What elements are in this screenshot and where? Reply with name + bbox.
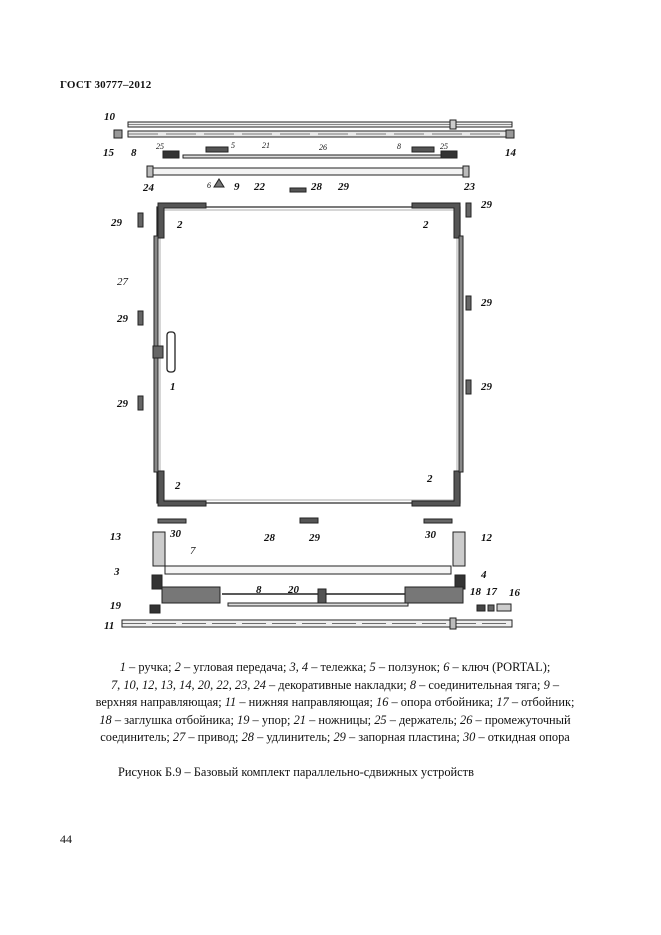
callout-15: 15 [103, 147, 114, 159]
callout-8: 8 [131, 147, 137, 159]
legend-number: 6 [443, 660, 450, 674]
callout-25b: 25 [440, 142, 448, 151]
legend-text: , [247, 677, 254, 692]
callout-12: 12 [481, 532, 492, 544]
legend-text: верхняя направляющая; [95, 695, 225, 710]
callout-30b: 30 [425, 529, 436, 541]
legend-text: – заглушка отбойника; [111, 712, 238, 727]
legend-number: 2 [174, 660, 181, 674]
callout-29: 29 [338, 181, 349, 193]
callout-5: 5 [231, 141, 235, 150]
legend-text: , [295, 660, 302, 674]
legend-number: 22 [216, 677, 229, 692]
legend-text: – привод; [185, 730, 242, 745]
legend-number: 3 [289, 660, 296, 674]
callout-2b: 2 [423, 219, 429, 231]
callout-22: 22 [254, 181, 265, 193]
legend-text: соединитель; [100, 730, 173, 745]
legend-text: , [172, 677, 180, 692]
callout-24: 24 [143, 182, 154, 194]
diagram-drawing [114, 120, 514, 629]
legend-number: 21 [293, 712, 306, 727]
callout-29b: 29 [481, 199, 492, 211]
callout-27: 27 [117, 276, 128, 288]
callout-16: 16 [509, 587, 520, 599]
legend-number: 11 [224, 695, 237, 710]
legend-text: – упор; [249, 712, 294, 727]
legend-text: – ползунок; [375, 660, 444, 674]
legend-number: 8 [409, 677, 417, 692]
callout-3: 3 [114, 566, 120, 578]
legend-number: 14 [179, 677, 192, 692]
callout-26: 26 [319, 143, 327, 152]
callout-4: 4 [481, 569, 487, 581]
callout-19: 19 [110, 600, 121, 612]
callout-18: 18 [470, 586, 481, 598]
legend-text: , [191, 677, 198, 692]
legend-text: – нижняя направляющая; [236, 695, 377, 710]
legend-number: 9 [543, 677, 550, 692]
callout-2c: 2 [427, 473, 433, 485]
callout-9: 9 [234, 181, 240, 193]
legend-text: – ножницы; [305, 712, 375, 727]
callout-6: 6 [207, 181, 211, 190]
legend-number: 19 [237, 712, 250, 727]
legend-text: – угловая передача; [180, 660, 290, 674]
legend-number: 18 [99, 712, 112, 727]
callout-11: 11 [104, 620, 115, 632]
legend-number: 1 [119, 660, 126, 674]
callout-7: 7 [190, 545, 196, 557]
legend-text: – соединительная тяга; [416, 677, 544, 692]
figure-caption: Рисунок Б.9 – Базовый комплект параллельно-сдвижных устройств [118, 765, 474, 779]
legend-text: – промежуточный [472, 712, 571, 727]
legend-text: – держатель; [386, 712, 461, 727]
page-number: 44 [60, 832, 72, 846]
legend-text: – [549, 677, 560, 692]
legend-text: – опора отбойника; [388, 695, 497, 710]
legend-number: 30 [462, 730, 476, 745]
legend-text: – удлинитель; [253, 730, 334, 745]
legend-number: 17 [496, 695, 509, 710]
legend-text: – отбойник; [508, 695, 575, 710]
legend-number: 27 [172, 730, 186, 745]
legend-number: 20 [197, 677, 211, 692]
legend-text: , [154, 677, 161, 692]
callout-29f: 29 [481, 381, 492, 393]
legend-number: 16 [376, 695, 389, 710]
callout-29c: 29 [111, 217, 122, 229]
callout-23: 23 [464, 181, 475, 193]
legend-number: 23 [234, 677, 248, 692]
callout-14: 14 [505, 147, 516, 159]
legend-text: – запорная пластина; [345, 730, 463, 745]
callout-17: 17 [486, 586, 497, 598]
callout-20: 20 [288, 584, 299, 596]
legend-number: 25 [374, 712, 387, 727]
legend-text: – ручка; [125, 660, 175, 674]
callout-30: 30 [170, 528, 181, 540]
legend-text: – откидная опора [475, 730, 570, 745]
legend-text: , [117, 677, 124, 692]
legend-number: 26 [460, 712, 473, 727]
callout-2a: 2 [177, 219, 183, 231]
legend-number: 29 [333, 730, 346, 745]
legend-text: – тележка; [308, 660, 370, 674]
callout-8c: 8 [256, 584, 262, 596]
legend-number: 7 [110, 677, 118, 692]
legend-number: 10 [123, 677, 136, 692]
legend-number: 4 [301, 660, 309, 674]
callout-29g: 29 [117, 398, 128, 410]
callout-29d: 29 [117, 313, 128, 325]
figure-legend [55, 659, 615, 747]
legend-text: – ключ (PORTAL); [449, 660, 551, 674]
callout-28b: 28 [264, 532, 275, 544]
legend-number: 12 [141, 677, 155, 692]
callout-10: 10 [104, 111, 115, 123]
callout-28: 28 [311, 181, 322, 193]
legend-number: 24 [253, 677, 266, 692]
legend-text: , [135, 677, 142, 692]
callout-21: 21 [262, 141, 270, 150]
callout-1: 1 [170, 381, 176, 393]
callout-8b: 8 [397, 142, 401, 151]
document-header: ГОСТ 30777–2012 [60, 79, 152, 91]
callout-13: 13 [110, 531, 121, 543]
callout-29e: 29 [481, 297, 492, 309]
legend-text: – декоративные накладки; [265, 677, 410, 692]
legend-number: 5 [369, 660, 376, 674]
legend-text: , [210, 677, 217, 692]
legend-text: , [228, 677, 235, 692]
callout-29h: 29 [309, 532, 320, 544]
legend-number: 28 [241, 730, 254, 745]
callout-25: 25 [156, 142, 164, 151]
callout-2d: 2 [175, 480, 181, 492]
legend-number: 13 [160, 677, 173, 692]
